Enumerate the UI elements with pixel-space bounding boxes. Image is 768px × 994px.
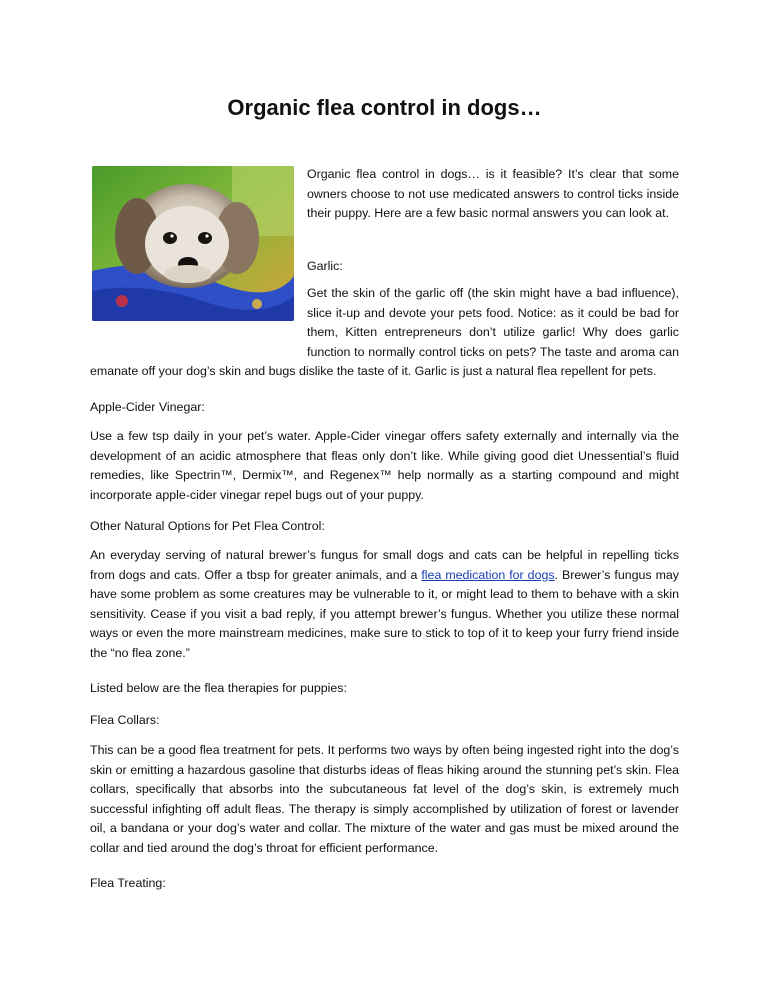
other-options-paragraph [90, 546, 679, 664]
document-title: Organic flea control in dogs… [227, 95, 542, 120]
garlic-section [90, 284, 679, 382]
flea-collars-paragraph: This can be a good flea treatment for pets. It performs two ways by often being ingested right into the dog’s skin or emitting a hazardous gasoline that disturbs ideas of fleas hiking around the stunning pet’s skin. Flea collars, specifically that absorbs into the subcutaneous fat level of the dog’s skin, is extremely much successful infighting off adult fleas. The therapy is simply accomplished by utilization of forest or lavender oil, a bandana or your dog’s water and collar. The mixture of the water and gas must be mixed around the collar and tied around the dog’s throat for efficient performance. [90, 743, 679, 855]
intro-paragraph: Organic flea control in dogs… is it feasible? It’s clear that some owners choose to not use medicated answers to control ticks inside their puppy. Here are a few basic normal answers you can look at. [307, 167, 679, 221]
garlic-paragraph: Get the skin of the garlic off (the skin might have a bad influence), slice it-up and devote your pets food. Notice: as it could be bad for them, Kitten entrepreneurs don’t utilize garlic! Why does garlic function to normally control ticks on pets? The taste and aroma can emanate off your dog’s skin and bugs dislike the taste of it. Garlic is just a natural flea repellent for pets. [90, 286, 679, 379]
flea-collars-heading: Flea Collars: [90, 713, 160, 727]
vinegar-heading: Apple-Cider Vinegar: [90, 400, 205, 414]
therapies-heading: Listed below are the flea therapies for puppies: [90, 681, 347, 695]
vinegar-paragraph: Use a few tsp daily in your pet’s water. Apple-Cider vinegar offers safety externally and internally via the development of an acidic atmosphere that fleas only don’t like. While giving good diet Unessential’s fluid remedies, like Spectrin™, Dermix™, and Regenex™ help normally as a starting compound and might incorporate apple-cider vinegar repel bugs out of your puppy. [90, 429, 679, 502]
other-options-text-2: . Brewer’s fungus may have some problem as some creatures may be vulnerable to it, or might lead to them to behave with a skin sensitivity. Cease if you visit a bad reply, if you attempt brewer’s fungus. Whether you utilize these normal ways or even the more mainstream medicines, make sure to stick to top of it to keep your furry friend inside the “no flea zone.” [90, 567, 679, 660]
garlic-heading: Garlic: [307, 259, 343, 273]
flea-treating-heading: Flea Treating: [90, 876, 166, 890]
flea-medication-link[interactable]: flea medication for dogs [421, 567, 555, 582]
other-options-text-1: An everyday serving of natural brewer’s fungus for small dogs and cats can be helpful in repelling ticks from dogs and cats. Offer a tbsp for greater animals, and a [90, 548, 679, 582]
other-options-heading: Other Natural Options for Pet Flea Control: [90, 519, 325, 533]
